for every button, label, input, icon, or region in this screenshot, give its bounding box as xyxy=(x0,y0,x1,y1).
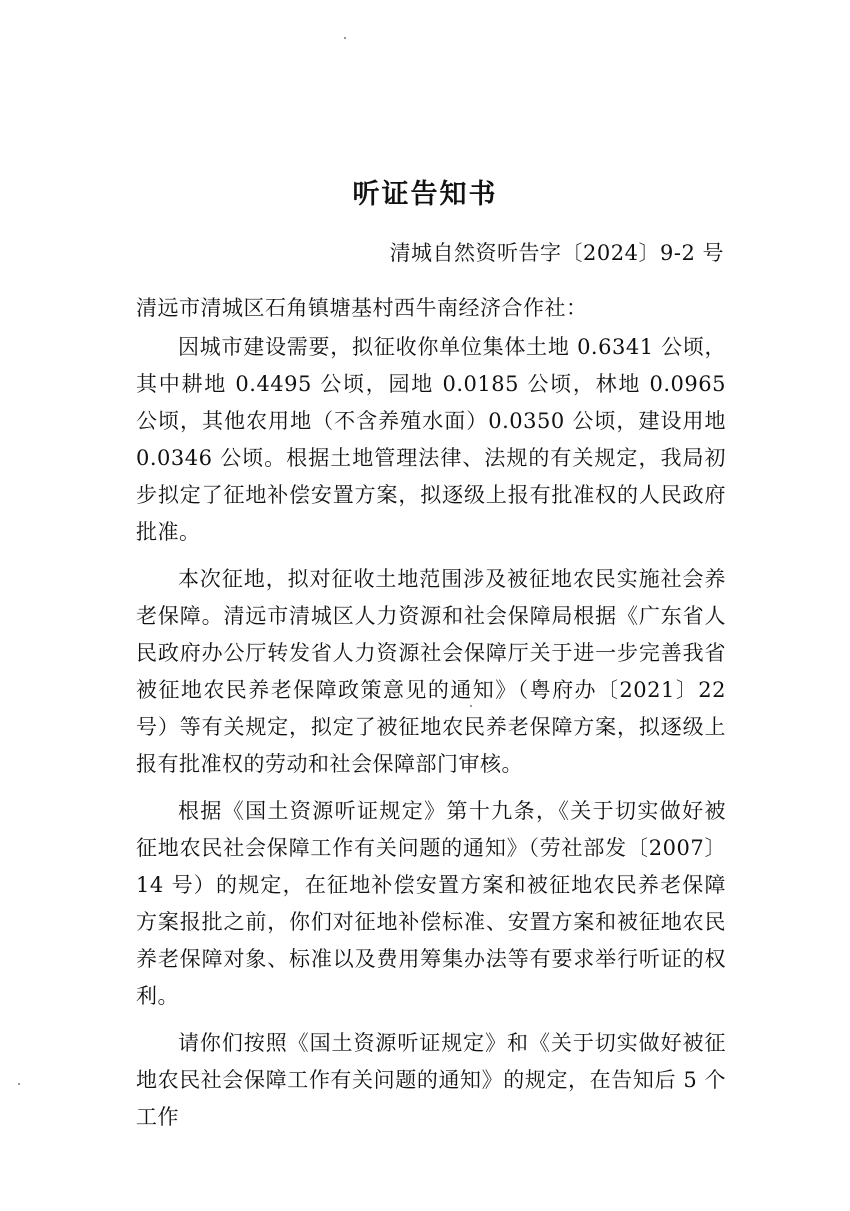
body-paragraph: 本次征地，拟对征收土地范围涉及被征地农民实施社会养老保障。清远市清城区人力资源和社会保障局根据《广东省人民政府办公厅转发省人力资源社会保障厅关于进一步完善我省被征地农民养老保障政策意见的通知》（粤府办〔2021〕22 号）等有关规定，拟定了被征地农民养老保障方案，拟逐级上报有批准权的劳动和社会保障部门审核。 xyxy=(136,567,726,776)
document-title: 听证告知书 xyxy=(352,179,498,210)
scan-speck xyxy=(18,1083,20,1085)
document-number: 清城自然资听告字〔2024〕9-2 号 xyxy=(389,241,724,265)
body-paragraph: 请你们按照《国土资源听证规定》和《关于切实做好被征地农民社会保障工作有关问题的通知》的规定，在告知后 5 个工作 xyxy=(136,1031,726,1129)
document-body xyxy=(136,329,726,1146)
addressee: 清远市清城区石角镇塘基村西牛南经济合作社： xyxy=(136,296,588,320)
scan-speck xyxy=(344,37,346,39)
body-paragraph: 因城市建设需要，拟征收你单位集体土地 0.6341 公顷，其中耕地 0.4495 公顷，园地 0.0185 公顷，林地 0.0965 公顷，其他农用地（不含养殖水面）0.0350 公顷，建设用地 0.0346 公顷。根据土地管理法律、法规的有关规定，我局初步拟定了征地补偿安置方案，拟逐级上报有批准权的人民政府批准。 xyxy=(136,335,726,544)
body-paragraph: 根据《国土资源听证规定》第十九条，《关于切实做好被征地农民社会保障工作有关问题的通知》（劳社部发〔2007〕14 号）的规定，在征地补偿安置方案和被征地农民养老保障方案报批之前，你们对征地补偿标准、安置方案和被征地农民养老保障对象、标准以及费用筹集办法等有要求举行听证的权利。 xyxy=(136,799,726,1008)
